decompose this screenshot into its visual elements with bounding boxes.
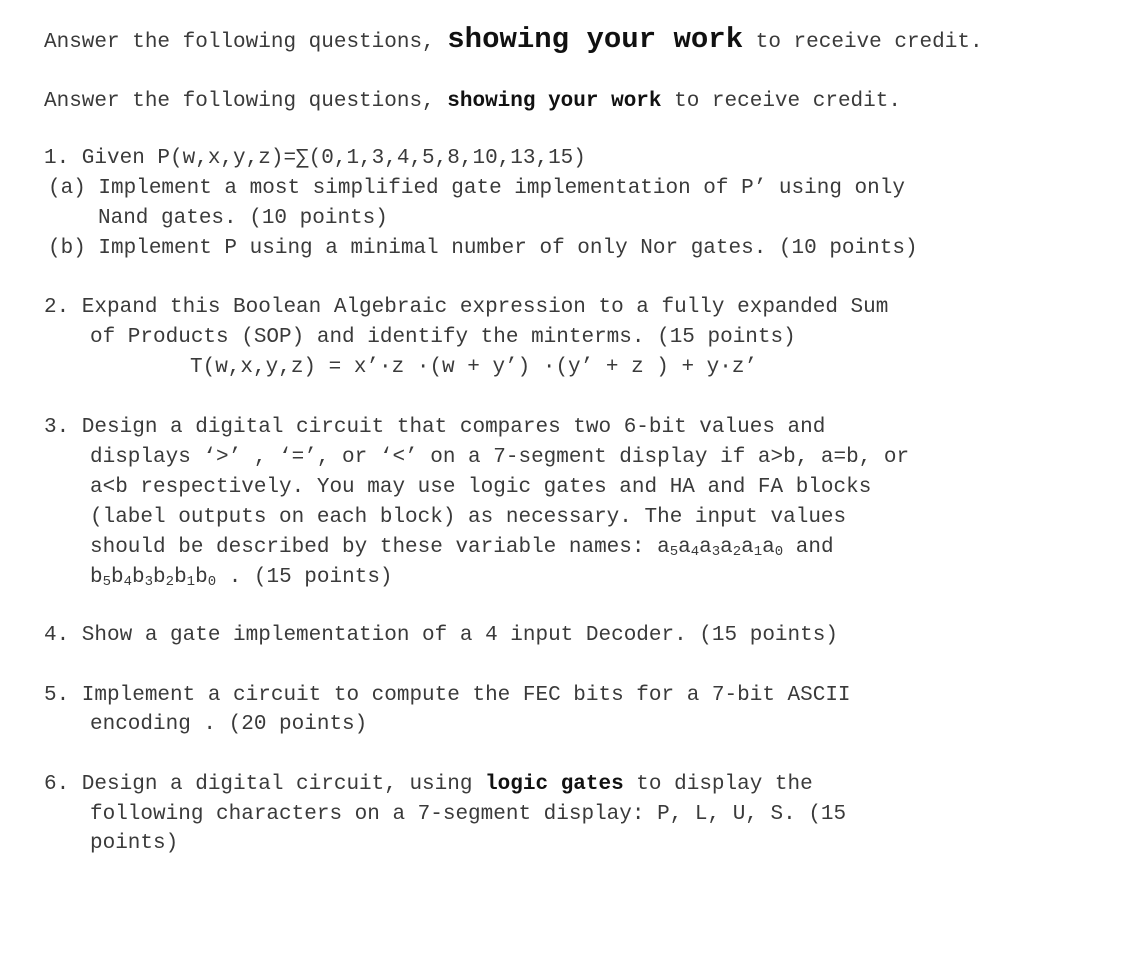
header-instruction-1 bbox=[44, 23, 983, 56]
q5-line2: encoding . (20 points) bbox=[90, 713, 368, 736]
q2-expression: T(w,x,y,z) = x’·z ·(w + y’) ·(y’ + z ) + y·z’ bbox=[190, 356, 758, 379]
q4-line1: 4. Show a gate implementation of a 4 input Decoder. (15 points) bbox=[44, 624, 838, 647]
header-instruction-2 bbox=[44, 90, 901, 114]
q1-part-a-line2: Nand gates. (10 points) bbox=[98, 207, 388, 230]
q3-line6-text: . (15 points) bbox=[216, 566, 393, 589]
var-b: b bbox=[90, 566, 103, 589]
var-a: a bbox=[657, 536, 670, 559]
q3-line4: (label outputs on each block) as necessary. The input values bbox=[90, 506, 847, 529]
header2-text: Answer the following questions, bbox=[44, 90, 448, 113]
q2-line1: 2. Expand this Boolean Algebraic expression to a fully expanded Sum bbox=[44, 296, 889, 319]
var-b: b bbox=[132, 566, 145, 589]
subscript: 5 bbox=[669, 544, 679, 560]
subscript: 2 bbox=[732, 544, 742, 560]
q1-part-b: (b) Implement P using a minimal number of only Nor gates. (10 points) bbox=[48, 237, 918, 260]
q2-line2: of Products (SOP) and identify the minterms. (15 points) bbox=[90, 326, 796, 349]
q3-line2: displays ‘>’ , ‘=’, or ‘<’ on a 7-segment display if a>b, a=b, or bbox=[90, 446, 910, 469]
var-a: a bbox=[720, 536, 733, 559]
q3-line1: 3. Design a digital circuit that compares two 6-bit values and bbox=[44, 416, 826, 439]
var-b: b bbox=[153, 566, 166, 589]
q1-stem: 1. Given P(w,x,y,z)=∑(0,1,3,4,5,8,10,13,15) bbox=[44, 147, 586, 170]
var-b: b bbox=[195, 566, 208, 589]
subscript: 2 bbox=[165, 574, 175, 590]
var-a: a bbox=[678, 536, 691, 559]
subscript: 0 bbox=[207, 574, 217, 590]
header1-text: Answer the following questions, bbox=[44, 31, 448, 54]
q3-line3: a<b respectively. You may use logic gates and HA and FA blocks bbox=[90, 476, 872, 499]
var-a: a bbox=[741, 536, 754, 559]
q6-line3: points) bbox=[90, 832, 179, 855]
subscript: 4 bbox=[690, 544, 700, 560]
header1-text-end: to receive credit. bbox=[743, 31, 983, 54]
variable-a-sequence bbox=[657, 536, 783, 559]
q6-line1 bbox=[44, 773, 813, 797]
q1-part-a-line1: (a) Implement a most simplified gate implementation of P’ using only bbox=[48, 177, 905, 200]
subscript: 3 bbox=[144, 574, 154, 590]
var-b: b bbox=[174, 566, 187, 589]
q6-line1-text-end: to display the bbox=[623, 773, 813, 796]
subscript: 1 bbox=[753, 544, 763, 560]
q3-and: and bbox=[783, 536, 834, 559]
q3-line5-text: should be described by these variable names: bbox=[90, 536, 658, 559]
subscript: 4 bbox=[123, 574, 133, 590]
subscript: 5 bbox=[102, 574, 112, 590]
header2-text-end: to receive credit. bbox=[661, 90, 901, 113]
header1-emphasis: showing your work bbox=[447, 23, 744, 56]
var-a: a bbox=[699, 536, 712, 559]
subscript: 0 bbox=[774, 544, 784, 560]
subscript: 1 bbox=[186, 574, 196, 590]
var-b: b bbox=[111, 566, 124, 589]
subscript: 3 bbox=[711, 544, 721, 560]
q6-line2: following characters on a 7-segment display: P, L, U, S. (15 bbox=[90, 803, 847, 826]
q3-line6 bbox=[90, 566, 393, 594]
q3-line5 bbox=[90, 536, 834, 564]
variable-b-sequence bbox=[90, 566, 216, 589]
var-a: a bbox=[762, 536, 775, 559]
q5-line1: 5. Implement a circuit to compute the FEC bits for a 7-bit ASCII bbox=[44, 684, 851, 707]
header2-emphasis: showing your work bbox=[447, 90, 662, 113]
q6-emphasis: logic gates bbox=[485, 773, 624, 796]
q6-line1-text: 6. Design a digital circuit, using bbox=[44, 773, 486, 796]
